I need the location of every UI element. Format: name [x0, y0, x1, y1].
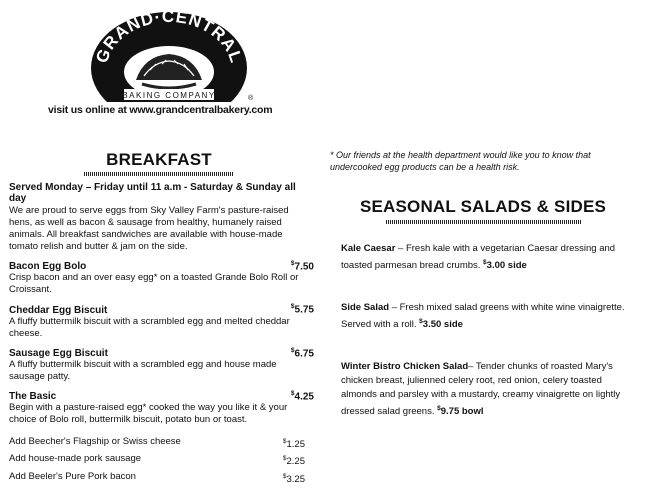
- item-price: $5.75: [290, 303, 314, 316]
- item-description: A fluffy buttermilk biscuit with a scrambled egg and melted cheddar cheese.: [9, 315, 290, 339]
- registered-mark: ®: [248, 95, 254, 102]
- item-price: $4.25: [290, 389, 314, 403]
- menu-item: [9, 347, 314, 383]
- item-name: Bacon Egg Bolo: [9, 261, 87, 273]
- breakfast-heading-rule: [84, 172, 234, 176]
- salad-name: Kale Caesar: [341, 243, 396, 254]
- salad-item: [330, 242, 636, 273]
- salad-price: $3.00 side: [483, 259, 527, 272]
- logo-wordmark: GRAND·CENTRAL: [92, 6, 246, 66]
- item-price: $7.50: [290, 260, 314, 273]
- addons-list: [9, 435, 314, 486]
- item-name: The Basic: [9, 391, 57, 403]
- item-description: Begin with a pasture-raised egg* cooked the way you like it & your choice of Bolo roll, buttermilk biscuit, potato bun or toast.: [9, 402, 288, 426]
- addon-label: Add house-made pork sausage: [9, 453, 142, 465]
- item-price: $6.75: [290, 346, 314, 359]
- menu-item: [9, 303, 314, 339]
- salad-description: – Fresh mixed salad greens with white wine vinaigrette. Served with a roll.: [341, 302, 625, 331]
- grand-central-logo: [84, 6, 254, 102]
- salads-column: [330, 150, 636, 419]
- salads-heading-rule: [386, 220, 581, 224]
- addon-row: [9, 452, 314, 469]
- menu-item: [9, 390, 314, 426]
- breakfast-hours: Served Monday – Friday until 11 a.m - Saturday & Sunday all day: [9, 182, 296, 204]
- salad-name: Winter Bistro Chicken Salad: [341, 361, 469, 373]
- health-note: * Our friends at the health department would like you to know that undercooked egg products can be a health risk.: [330, 150, 591, 172]
- item-name: Sausage Egg Biscuit: [9, 347, 108, 359]
- salad-item: [330, 301, 636, 332]
- item-name: Cheddar Egg Biscuit: [9, 304, 108, 316]
- menu-item: [9, 260, 314, 296]
- logo-subtitle: BAKING COMPANY: [122, 91, 216, 100]
- website-line: visit us online at www.grandcentralbakery.com: [48, 104, 273, 116]
- addon-price: $1.25: [282, 438, 305, 451]
- salad-description: – Tender chunks of roasted Mary's chicken breast, julienned celery root, red onion, celery toasted almonds and parsley with a mustardy, creamy vinaigrette on lightly dressed salad greens.: [341, 361, 621, 418]
- item-description: A fluffy buttermilk biscuit with a scrambled egg and house made sausage patty.: [9, 358, 277, 382]
- salad-price: $3.50 side: [419, 318, 463, 331]
- salad-name: Side Salad: [341, 302, 390, 314]
- item-description: Crisp bacon and an over easy egg* on a toasted Grande Bolo Roll or Croissant.: [9, 272, 299, 296]
- salad-price: $9.75 bowl: [437, 405, 484, 418]
- addon-price: $2.25: [282, 455, 305, 468]
- addon-price: $3.25: [282, 472, 305, 485]
- salad-description: – Fresh kale with a vegetarian Caesar dressing and toasted parmesan bread crumbs.: [341, 243, 616, 272]
- addon-row: [9, 435, 314, 452]
- addon-label: Add Beeler's Pure Pork bacon: [9, 470, 136, 482]
- addon-row: [9, 470, 314, 487]
- salads-heading: SEASONAL SALADS & SIDES: [359, 197, 607, 216]
- breakfast-intro: We are proud to serve eggs from Sky Valley Farm's pasture-raised hens, as well as bacon & sausage from healthy, humanely raised animals. All breakfast sandwiches are available with house-made tomato relish and butter & jam on the side.: [9, 205, 289, 252]
- breakfast-heading: BREAKFAST: [106, 150, 212, 169]
- salad-item: [330, 360, 636, 419]
- breakfast-section: [9, 150, 314, 487]
- addon-label: Add Beecher's Flagship or Swiss cheese: [9, 436, 181, 448]
